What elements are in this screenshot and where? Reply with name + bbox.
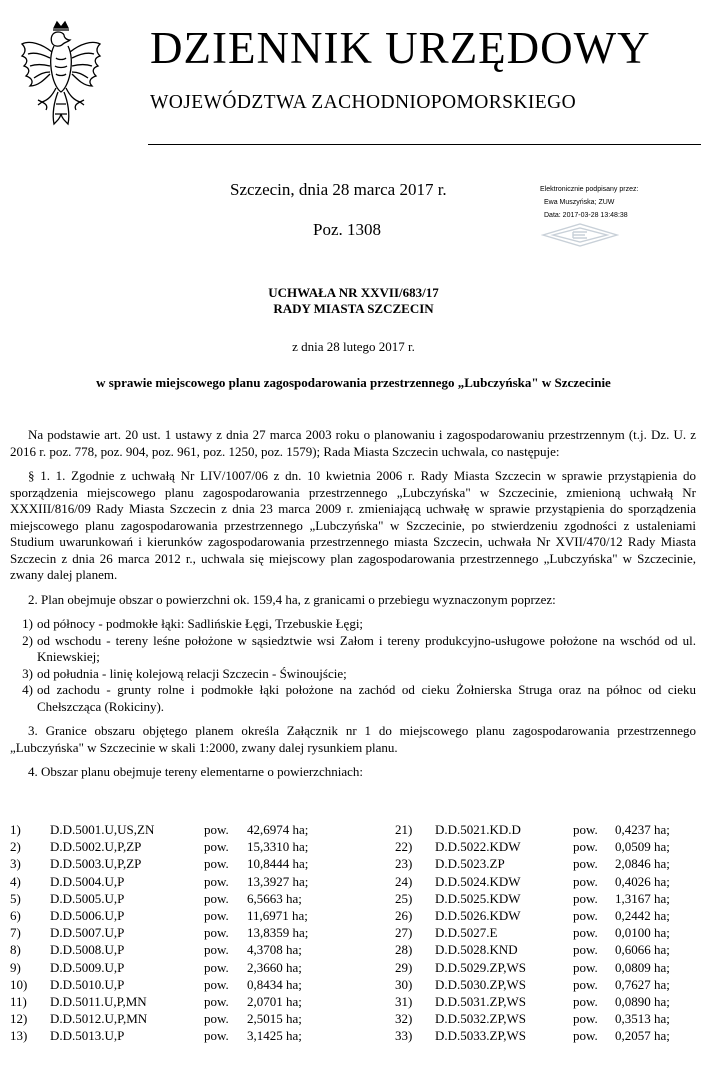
area-code: D.D.5032.ZP,WS — [435, 1011, 527, 1027]
signature-signer: Ewa Muszyńska; ZUW — [544, 199, 615, 206]
journal-title: DZIENNIK URZĘDOWY — [150, 23, 651, 73]
area-code: D.D.5021.KD.D — [435, 822, 521, 837]
area-pow-label: pow. — [573, 1028, 598, 1044]
area-code: D.D.5024.KDW — [435, 873, 521, 889]
area-code: D.D.5009.U,P — [50, 959, 125, 975]
area-value: 11,6971 ha; — [247, 907, 308, 923]
area-value: 1,3167 ha; — [615, 890, 670, 906]
table-row — [10, 1010, 696, 1027]
paragraph-1-section-2: 2. Plan obejmuje obszar o powierzchni ok. 159,4 ha, z granicami o przebiegu wyznaczonym poprzez: — [28, 591, 556, 607]
area-value: 10,8444 ha; — [247, 856, 309, 872]
area-code: D.D.5025.KDW — [435, 890, 521, 906]
area-pow-label: pow. — [204, 993, 229, 1009]
area-pow-label: pow. — [204, 925, 229, 941]
area-pow-label: pow. — [204, 959, 229, 975]
area-code: D.D.5013.U,P — [50, 1028, 125, 1044]
area-code: D.D.5007.U,P — [50, 925, 125, 941]
area-code: D.D.5031.ZP,WS — [435, 993, 527, 1009]
area-pow-label: pow. — [204, 942, 229, 958]
area-number: 30) — [395, 976, 413, 992]
resolution-subject: w sprawie miejscowego planu zagospodarowania przestrzennego „Lubczyńska" w Szczecinie — [96, 375, 611, 390]
area-pow-label: pow. — [573, 890, 598, 906]
table-row — [10, 976, 696, 993]
area-number: 9) — [10, 959, 21, 975]
area-number: 33) — [395, 1028, 413, 1044]
area-pow-label: pow. — [573, 856, 598, 872]
area-code: D.D.5029.ZP,WS — [435, 959, 527, 975]
area-value: 0,4026 ha; — [615, 873, 670, 889]
area-value: 0,3513 ha; — [615, 1011, 670, 1027]
area-number: 3) — [10, 856, 21, 872]
boundaries-list — [10, 616, 696, 715]
area-pow-label: pow. — [573, 925, 598, 941]
area-number: 1) — [10, 822, 21, 837]
area-number: 13) — [10, 1028, 28, 1044]
area-pow-label: pow. — [204, 839, 229, 855]
area-number: 28) — [395, 942, 413, 958]
area-number: 6) — [10, 907, 21, 923]
area-code: D.D.5003.U,P,ZP — [50, 856, 142, 872]
area-pow-label: pow. — [573, 993, 598, 1009]
list-item: 1) od północy - podmokłe łąki: Sadlińskie Łęgi, Trzebuskie Łęgi; — [22, 616, 364, 631]
area-value: 2,3660 ha; — [247, 959, 302, 975]
area-pow-label: pow. — [573, 839, 598, 855]
area-pow-label: pow. — [573, 873, 598, 889]
header-divider — [148, 144, 701, 145]
table-row — [10, 993, 696, 1010]
publication-place-date: Szczecin, dnia 28 marca 2017 r. — [230, 180, 447, 199]
area-pow-label: pow. — [204, 976, 229, 992]
table-row — [10, 855, 696, 872]
area-pow-label: pow. — [204, 822, 229, 837]
area-number: 5) — [10, 890, 21, 906]
table-row — [10, 1027, 696, 1044]
area-number: 32) — [395, 1011, 413, 1027]
area-value: 0,8434 ha; — [247, 976, 302, 992]
area-value: 42,6974 ha; — [247, 822, 309, 837]
area-value: 0,6066 ha; — [615, 942, 670, 958]
table-row — [10, 890, 696, 907]
area-value: 0,0509 ha; — [615, 839, 670, 855]
area-code: D.D.5023.ZP — [435, 856, 505, 872]
area-number: 25) — [395, 890, 413, 906]
area-code: D.D.5026.KDW — [435, 907, 521, 923]
area-number: 7) — [10, 925, 21, 941]
area-pow-label: pow. — [573, 976, 598, 992]
area-pow-label: pow. — [204, 873, 229, 889]
area-value: 3,1425 ha; — [247, 1028, 302, 1044]
area-code: D.D.5028.KND — [435, 942, 518, 958]
area-value: 0,4237 ha; — [615, 822, 670, 837]
area-pow-label: pow. — [573, 959, 598, 975]
area-number: 31) — [395, 993, 413, 1009]
area-code: D.D.5027.E — [435, 925, 498, 941]
area-value: 2,0701 ha; — [247, 993, 302, 1009]
area-value: 0,2442 ha; — [615, 907, 670, 923]
area-code: D.D.5022.KDW — [435, 839, 521, 855]
paragraph-1-section-4: 4. Obszar planu obejmuje tereny elementarne o powierzchniach: — [28, 764, 363, 779]
area-value: 0,0809 ha; — [615, 959, 670, 975]
area-code: D.D.5005.U,P — [50, 890, 125, 906]
area-value: 0,2057 ha; — [615, 1028, 670, 1044]
resolution-number: UCHWAŁA NR XXVII/683/17 — [268, 285, 439, 300]
area-number: 11) — [10, 993, 27, 1009]
area-code: D.D.5010.U,P — [50, 976, 125, 992]
area-value: 6,5663 ha; — [247, 890, 302, 906]
area-number: 8) — [10, 942, 21, 958]
area-code: D.D.5011.U,P,MN — [50, 993, 147, 1009]
resolution-date: z dnia 28 lutego 2017 r. — [292, 339, 415, 354]
table-row — [10, 907, 696, 924]
table-row — [10, 924, 696, 941]
area-pow-label: pow. — [573, 1011, 598, 1027]
intro-paragraph: Na podstawie art. 20 ust. 1 ustawy z dnia 27 marca 2003 roku o planowaniu i zagospodarowaniu przestrzennym (t.j. Dz. U. z 2016 r. poz. 778, poz. 904, poz. 961, poz. 1250, poz. 1579); Rada Miasta Szczecin uchwala, co następuje: — [10, 427, 696, 459]
area-pow-label: pow. — [573, 942, 598, 958]
area-number: 21) — [395, 822, 413, 837]
journal-subtitle: WOJEWÓDZTWA ZACHODNIOPOMORSKIEGO — [150, 92, 577, 113]
area-value: 2,5015 ha; — [247, 1011, 302, 1027]
table-row — [10, 821, 696, 838]
area-code: D.D.5008.U,P — [50, 942, 125, 958]
area-pow-label: pow. — [204, 856, 229, 872]
area-number: 23) — [395, 856, 413, 872]
area-value: 4,3708 ha; — [247, 942, 302, 958]
paragraph-1-section-1: § 1. 1. Zgodnie z uchwałą Nr LIV/1007/06 z dn. 10 kwietnia 2006 r. Rady Miasta Szczecin w sprawie przystąpienia do sporządzenia miejscowego planu zagospodarowania przestrzennego „Lubczyńska" w Szczecinie, zmienioną uchwałą Nr XXXIII/816/09 Rady Miasta Szczecin z dnia 23 marca 2009 r. zmieniającą uchwałę w sprawie przystąpienia do sporządzenia miejscowego planu zagospodarowania przestrzennego „Lubczyńska" w Szczecinie, po stwierdzeniu zgodności z ustaleniami Studium uwarunkowań i kierunków zagospodarowania przestrzennego miasta Szczecin, uchwała Nr XVII/470/12 Rady Miasta Szczecin z dnia 26 marca 2012 r., uchwala się miejscowy plan zagospodarowania przestrzennego „Lubczyńska" w Szczecinie, zwany dalej planem. — [10, 468, 696, 582]
area-number: 22) — [395, 839, 413, 855]
electronic-signature-block — [540, 183, 700, 222]
area-code: D.D.5004.U,P — [50, 873, 125, 889]
area-value: 13,3927 ha; — [247, 873, 309, 889]
area-number: 24) — [395, 873, 413, 889]
area-pow-label: pow. — [204, 1028, 229, 1044]
table-row — [10, 941, 696, 958]
area-pow-label: pow. — [204, 1011, 229, 1027]
document-body — [10, 427, 696, 789]
area-code: D.D.5001.U,US,ZN — [50, 822, 155, 837]
area-number: 10) — [10, 976, 28, 992]
signature-label: Elektronicznie podpisany przez: — [540, 186, 639, 193]
position-number: Poz. 1308 — [313, 220, 381, 239]
area-number: 2) — [10, 839, 21, 855]
list-item: 4) od zachodu - grunty rolne i podmokłe łąki położone na zachód od cieku Żołnierska Struga oraz na północ od cieku Chełszcząca (Rokiciny). — [22, 682, 696, 714]
signature-stamp-icon — [541, 223, 619, 247]
area-pow-label: pow. — [204, 907, 229, 923]
area-value: 13,8359 ha; — [247, 925, 309, 941]
area-number: 26) — [395, 907, 413, 923]
area-value: 0,0890 ha; — [615, 993, 670, 1009]
table-row — [10, 873, 696, 890]
area-pow-label: pow. — [204, 890, 229, 906]
area-value: 0,0100 ha; — [615, 925, 670, 941]
area-code: D.D.5002.U,P,ZP — [50, 839, 142, 855]
area-code: D.D.5006.U,P — [50, 907, 125, 923]
area-number: 4) — [10, 873, 21, 889]
paragraph-1-section-3: 3. Granice obszaru objętego planem określa Załącznik nr 1 do miejscowego planu zagospodarowania przestrzennego „Lubczyńska" w Szczecinie w skali 1:2000, zwany dalej rysunkiem planu. — [10, 723, 696, 755]
areas-table — [10, 821, 696, 1044]
area-value: 0,7627 ha; — [615, 976, 670, 992]
area-number: 27) — [395, 925, 413, 941]
resolution-council: RADY MIASTA SZCZECIN — [273, 301, 434, 316]
area-code: D.D.5012.U,P,MN — [50, 1011, 148, 1027]
area-number: 12) — [10, 1011, 28, 1027]
eagle-emblem-icon — [14, 18, 108, 144]
list-item: 3) od południa - linię kolejową relacji Szczecin - Świnoujście; — [22, 665, 347, 681]
table-row — [10, 959, 696, 976]
area-code: D.D.5033.ZP,WS — [435, 1028, 527, 1044]
list-item: 2) od wschodu - tereny leśne położone w sąsiedztwie wsi Załom i tereny produkcyjno-usługowe położone na wschód od ul. Kniewskiej; — [22, 632, 696, 664]
signature-date: Data: 2017-03-28 13:48:38 — [544, 212, 628, 219]
area-value: 15,3310 ha; — [247, 839, 309, 855]
area-pow-label: pow. — [573, 822, 598, 837]
area-value: 2,0846 ha; — [615, 856, 670, 872]
area-number: 29) — [395, 959, 413, 975]
area-pow-label: pow. — [573, 907, 598, 923]
area-code: D.D.5030.ZP,WS — [435, 976, 527, 992]
table-row — [10, 838, 696, 855]
